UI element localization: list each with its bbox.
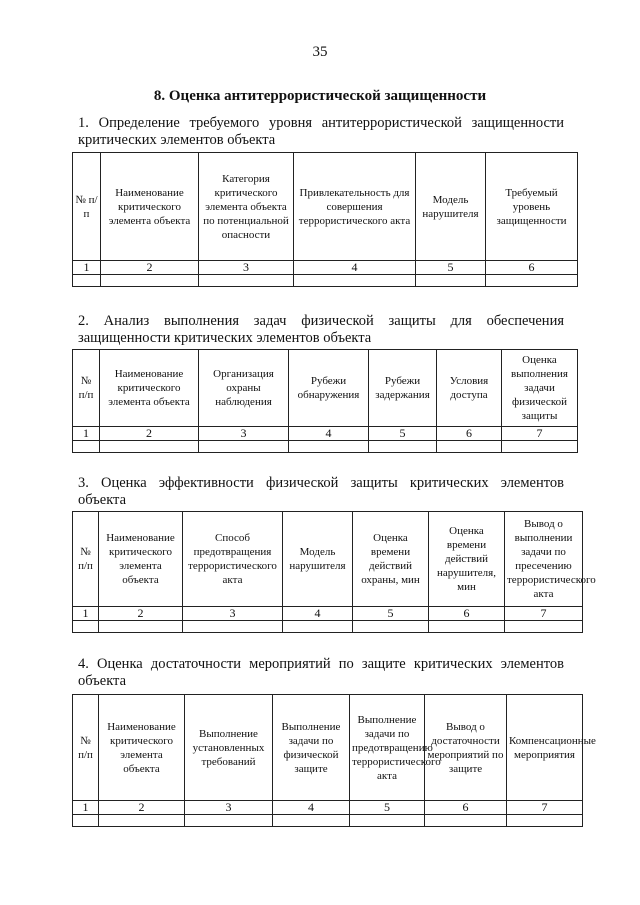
empty-cell [73,815,99,827]
table-2-number-row [73,427,578,441]
header-cell: Выполнение задачи по предотвращению террористического акта [350,695,425,801]
empty-cell [273,815,350,827]
header-cell: Выполнение задачи по физической защите [273,695,350,801]
table-3-empty-row [73,621,583,633]
empty-cell [185,815,273,827]
number-cell: 1 [73,607,99,621]
number-cell: 3 [185,801,273,815]
table-1-header-row [73,153,578,261]
empty-cell [486,275,578,287]
page-number: 35 [312,44,328,60]
header-cell: Требуемый уровень защищенности [486,153,578,261]
number-cell: 1 [73,427,100,441]
header-cell: Наименование критического элемента объекта [99,512,183,607]
empty-cell [199,275,294,287]
header-cell: Оценка времени действий нарушителя, мин [429,512,505,607]
empty-cell [350,815,425,827]
number-cell: 5 [353,607,429,621]
empty-cell [437,441,502,453]
number-cell: 3 [183,607,283,621]
empty-cell [429,621,505,633]
number-cell: 5 [416,261,486,275]
number-cell: 4 [289,427,369,441]
header-cell: Наименование критического элемента объекта [101,153,199,261]
number-cell: 5 [369,427,437,441]
table-3-subtitle: 3. Оценка эффективности физической защиты критических элементов объекта [78,475,564,508]
header-cell: Компенсационные мероприятия [507,695,583,801]
number-cell: 1 [73,801,99,815]
table-4-header-row [73,695,583,801]
number-cell: 6 [437,427,502,441]
header-cell: № п/п [73,153,101,261]
header-cell: Выполнение установленных требований [185,695,273,801]
header-cell: Категория критического элемента объекта по потенциальной опасности [199,153,294,261]
header-cell: Организация охраны наблюдения [199,350,289,427]
empty-cell [507,815,583,827]
table-2-empty-row [73,441,578,453]
table-2 [72,349,578,453]
header-cell: Рубежи задержания [369,350,437,427]
table-4 [72,694,596,827]
empty-cell [199,441,289,453]
number-cell: 6 [425,801,507,815]
empty-cell [73,621,99,633]
number-cell: 2 [101,261,199,275]
header-cell: Наименование критического элемента объекта [99,695,185,801]
number-cell: 2 [100,427,199,441]
empty-cell [73,441,100,453]
table-2-subtitle: 2. Анализ выполнения задач физической защиты для обеспечения защищенности критических элементов объекта [78,313,564,346]
table-1-subtitle: 1. Определение требуемого уровня антитеррористической защищенности критических элементов объекта [78,115,564,148]
table-4-number-row [73,801,583,815]
empty-cell [502,441,578,453]
table-1-number-row [73,261,578,275]
number-cell: 3 [199,261,294,275]
empty-cell [425,815,507,827]
number-cell: 4 [294,261,416,275]
empty-cell [283,621,353,633]
header-cell: Привлекательность для совершения террористического акта [294,153,416,261]
number-cell: 7 [502,427,578,441]
table-1-empty-row [73,275,578,287]
number-cell: 2 [99,607,183,621]
header-cell: Способ предотвращения террористического акта [183,512,283,607]
empty-cell [101,275,199,287]
empty-cell [73,275,101,287]
number-cell: 7 [505,607,583,621]
header-cell: Вывод о выполнении задачи по пресечению террористического акта [505,512,583,607]
table-3-header-row [73,512,583,607]
number-cell: 1 [73,261,101,275]
table-1 [72,152,578,287]
number-cell: 2 [99,801,185,815]
number-cell: 6 [486,261,578,275]
header-cell: Наименование критического элемента объекта [100,350,199,427]
section-title: 8. Оценка антитеррористической защищенности [153,88,487,104]
table-4-empty-row [73,815,583,827]
empty-cell [416,275,486,287]
empty-cell [353,621,429,633]
empty-cell [369,441,437,453]
table-3 [72,511,596,633]
header-cell: Оценка выполнения задачи физической защиты [502,350,578,427]
number-cell: 4 [283,607,353,621]
header-cell: Оценка времени действий охраны, мин [353,512,429,607]
table-2-header-row [73,350,578,427]
number-cell: 5 [350,801,425,815]
empty-cell [294,275,416,287]
header-cell: Вывод о достаточности мероприятий по защите [425,695,507,801]
number-cell: 6 [429,607,505,621]
empty-cell [100,441,199,453]
table-4-subtitle: 4. Оценка достаточности мероприятий по защите критических элементов объекта [78,656,564,689]
number-cell: 3 [199,427,289,441]
header-cell: № п/п [73,695,99,801]
header-cell: № п/п [73,512,99,607]
header-cell: Рубежи обнаружения [289,350,369,427]
empty-cell [183,621,283,633]
empty-cell [289,441,369,453]
number-cell: 4 [273,801,350,815]
header-cell: Условия доступа [437,350,502,427]
table-3-number-row [73,607,583,621]
header-cell: № п/п [73,350,100,427]
empty-cell [505,621,583,633]
number-cell: 7 [507,801,583,815]
empty-cell [99,815,185,827]
header-cell: Модель нарушителя [416,153,486,261]
header-cell: Модель нарушителя [283,512,353,607]
empty-cell [99,621,183,633]
